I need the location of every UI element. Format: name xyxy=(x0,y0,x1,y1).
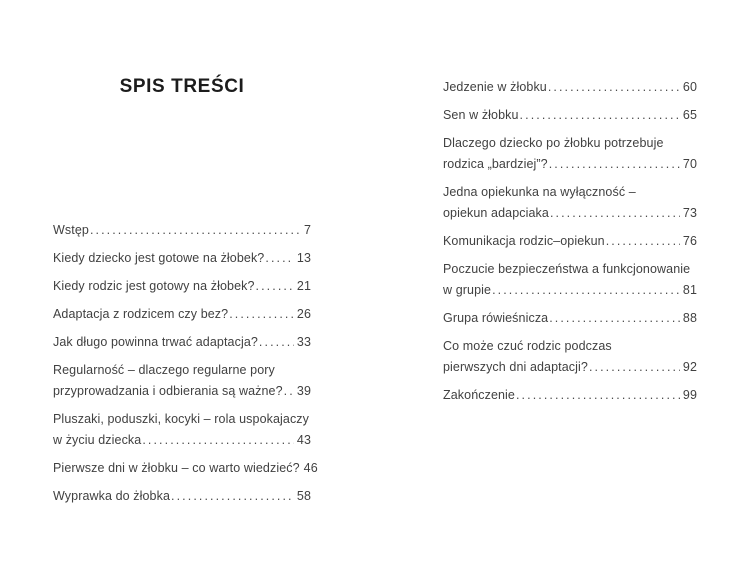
toc-entry-text: Regularność – dlaczego regularne pory xyxy=(53,363,275,377)
page-number: 26 xyxy=(296,307,311,321)
toc-entry-line xyxy=(53,409,311,430)
dot-leader xyxy=(516,385,680,406)
toc-entry-text: Zakończenie xyxy=(443,388,515,402)
toc-entry xyxy=(53,486,311,507)
toc-entry-line xyxy=(443,357,697,378)
dot-leader xyxy=(171,486,294,507)
toc-entry-line xyxy=(443,154,697,175)
toc-entry-line xyxy=(53,486,311,507)
page-number: 43 xyxy=(296,433,311,447)
toc-entry-text: rodzica „bardziej”? xyxy=(443,157,548,171)
toc-entry-text: Adaptacja z rodzicem czy bez? xyxy=(53,307,229,321)
page-number: 99 xyxy=(682,388,697,402)
page-number: 76 xyxy=(682,234,697,248)
toc-entry-line xyxy=(443,259,697,280)
page-title: SPIS TREŚCI xyxy=(119,76,245,97)
toc-entry xyxy=(443,259,697,301)
toc-entry-line xyxy=(443,336,697,357)
page-number: 81 xyxy=(682,283,697,297)
dot-leader xyxy=(520,105,680,126)
toc-entry xyxy=(53,458,318,479)
toc-entry xyxy=(443,336,697,378)
toc-entry-text: Poczucie bezpieczeństwa a funkcjonowanie xyxy=(443,262,691,276)
toc-entry xyxy=(53,248,311,269)
page-number: 58 xyxy=(296,489,311,503)
dot-leader xyxy=(606,231,680,252)
toc-entry xyxy=(53,332,311,353)
toc-entry-line xyxy=(53,332,311,353)
page-number: 13 xyxy=(296,251,311,265)
toc-entry xyxy=(443,105,697,126)
toc-entry xyxy=(53,220,311,241)
page-number: 21 xyxy=(296,279,311,293)
page-number: 65 xyxy=(682,108,697,122)
toc-entry-line xyxy=(443,105,697,126)
toc-entry-line xyxy=(53,430,311,451)
page-number: 7 xyxy=(303,223,311,237)
toc-entry-line xyxy=(53,276,311,297)
toc-entry-text: przyprowadzania i odbierania są ważne? xyxy=(53,384,283,398)
toc-entry xyxy=(443,133,697,175)
toc-entry-line xyxy=(53,458,318,479)
dot-leader xyxy=(549,308,680,329)
dot-leader xyxy=(265,248,294,269)
toc-entry-line xyxy=(53,248,311,269)
toc-entry-text: Komunikacja rodzic–opiekun xyxy=(443,234,605,248)
toc-entry-text: w grupie xyxy=(443,283,492,297)
page-number: 60 xyxy=(682,80,697,94)
toc-entry-text: Kiedy dziecko jest gotowe na żłobek? xyxy=(53,251,265,265)
dot-leader xyxy=(548,77,680,98)
page-number: 39 xyxy=(296,384,311,398)
toc-entry-line xyxy=(443,385,697,406)
toc-entry-text: Jak długo powinna trwać adaptacja? xyxy=(53,335,258,349)
toc-entry xyxy=(53,276,311,297)
toc-entry-line xyxy=(53,360,311,381)
toc-entry-line xyxy=(443,231,697,252)
toc-entry-line xyxy=(53,304,311,325)
toc-entry xyxy=(53,360,311,402)
page-number: 88 xyxy=(682,311,697,325)
page-number: 33 xyxy=(296,335,311,349)
toc-entry-text: Pluszaki, poduszki, kocyki – rola uspokajaczy xyxy=(53,412,310,426)
toc-entry-text: pierwszych dni adaptacji? xyxy=(443,360,588,374)
dot-leader xyxy=(550,203,680,224)
toc-entry xyxy=(443,385,697,406)
toc-entry-line xyxy=(443,133,697,154)
page-number: 73 xyxy=(682,206,697,220)
dot-leader xyxy=(90,220,301,241)
dot-leader xyxy=(259,332,294,353)
toc-column-left xyxy=(53,220,318,514)
toc-entry-line xyxy=(53,220,311,241)
dot-leader xyxy=(492,280,680,301)
toc-entry-line xyxy=(443,203,697,224)
toc-entry xyxy=(53,409,311,451)
toc-entry-line xyxy=(443,280,697,301)
page-number: 70 xyxy=(682,157,697,171)
page-number: 46 xyxy=(303,461,318,475)
toc-entry xyxy=(443,231,697,252)
toc-entry-text: Kiedy rodzic jest gotowy na żłobek? xyxy=(53,279,255,293)
toc-entry-line xyxy=(53,381,311,402)
toc-entry-text: Grupa rówieśnicza xyxy=(443,311,549,325)
toc-entry-text: Wyprawka do żłobka xyxy=(53,489,171,503)
toc-entry-line xyxy=(443,182,697,203)
toc-entry-text: Pierwsze dni w żłobku – co warto wiedzieć? xyxy=(53,461,300,475)
dot-leader xyxy=(256,276,294,297)
toc-entry-text: Jedzenie w żłobku xyxy=(443,80,547,94)
toc-entry xyxy=(53,304,311,325)
dot-leader xyxy=(142,430,294,451)
toc-column-right xyxy=(443,77,697,413)
toc-entry xyxy=(443,77,697,98)
dot-leader xyxy=(284,381,294,402)
toc-entry xyxy=(443,182,697,224)
dot-leader xyxy=(589,357,680,378)
toc-entry-text: Sen w żłobku xyxy=(443,108,519,122)
toc-entry-text: Wstęp xyxy=(53,223,89,237)
dot-leader xyxy=(549,154,680,175)
toc-entry-text: w życiu dziecka xyxy=(53,433,142,447)
toc-entry-text: opiekun adapciaka xyxy=(443,206,549,220)
toc-entry-text: Dlaczego dziecko po żłobku potrzebuje xyxy=(443,136,664,150)
toc-entry-line xyxy=(443,77,697,98)
toc-entry-text: Jedna opiekunka na wyłączność – xyxy=(443,185,636,199)
toc-entry-line xyxy=(443,308,697,329)
dot-leader xyxy=(229,304,294,325)
toc-entry xyxy=(443,308,697,329)
toc-entry-text: Co może czuć rodzic podczas xyxy=(443,339,612,353)
page-number: 92 xyxy=(682,360,697,374)
